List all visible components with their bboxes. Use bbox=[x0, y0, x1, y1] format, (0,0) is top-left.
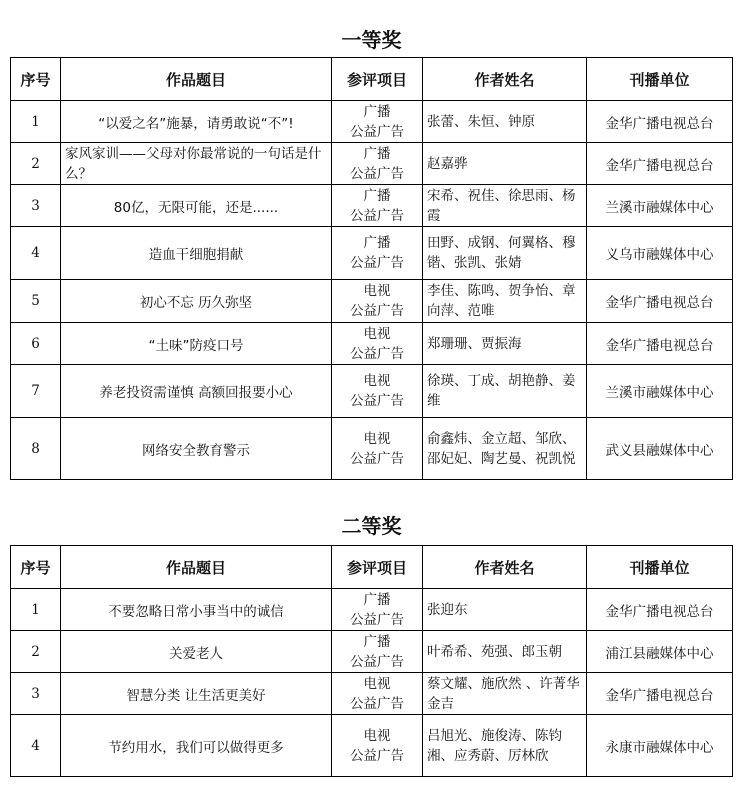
row-unit: 金华广播电视总台 bbox=[587, 280, 733, 323]
row-no: 6 bbox=[11, 323, 61, 365]
row-no: 1 bbox=[11, 589, 61, 631]
row-title: 造血干细胞捐献 bbox=[61, 227, 332, 280]
table-row bbox=[11, 365, 733, 418]
table-row bbox=[11, 715, 733, 777]
row-title: “土味”防疫口号 bbox=[61, 323, 332, 365]
table-row bbox=[11, 589, 733, 631]
row-title: 智慧分类 让生活更美好 bbox=[61, 673, 332, 715]
row-category: 广播 公益广告 bbox=[332, 227, 423, 280]
row-category: 电视 公益广告 bbox=[332, 280, 423, 323]
row-category: 电视 公益广告 bbox=[332, 418, 423, 480]
header-unit: 刊播单位 bbox=[587, 58, 733, 101]
header-title: 作品题目 bbox=[61, 546, 332, 589]
row-category: 广播 公益广告 bbox=[332, 185, 423, 227]
row-category: 电视 公益广告 bbox=[332, 323, 423, 365]
row-authors: 吕旭光、施俊涛、陈钧湘、应秀蔚、厉林欣 bbox=[423, 715, 587, 777]
row-no: 4 bbox=[11, 715, 61, 777]
header-row bbox=[11, 58, 733, 101]
row-title: 家风家训——父母对你最常说的一句话是什么？ bbox=[61, 143, 332, 185]
first-prize-title: 一等奖 bbox=[341, 28, 402, 52]
row-authors: 赵嘉骅 bbox=[423, 143, 587, 185]
row-title: 初心不忘 历久弥坚 bbox=[61, 280, 332, 323]
row-unit: 兰溪市融媒体中心 bbox=[587, 365, 733, 418]
row-authors: 张蕾、朱恒、钟原 bbox=[423, 101, 587, 143]
row-unit: 金华广播电视总台 bbox=[587, 143, 733, 185]
row-no: 5 bbox=[11, 280, 61, 323]
table-row bbox=[11, 631, 733, 673]
header-title: 作品题目 bbox=[61, 58, 332, 101]
row-no: 7 bbox=[11, 365, 61, 418]
row-unit: 金华广播电视总台 bbox=[587, 589, 733, 631]
header-authors: 作者姓名 bbox=[423, 546, 587, 589]
row-authors: 徐瑛、丁成、胡艳静、姜维 bbox=[423, 365, 587, 418]
header-category: 参评项目 bbox=[332, 546, 423, 589]
row-authors: 李佳、陈鸣、贺争怡、章向萍、范唯 bbox=[423, 280, 587, 323]
header-authors: 作者姓名 bbox=[423, 58, 587, 101]
row-unit: 金华广播电视总台 bbox=[587, 101, 733, 143]
table-row bbox=[11, 227, 733, 280]
table-row bbox=[11, 185, 733, 227]
first-prize-table bbox=[10, 57, 733, 480]
second-prize-table bbox=[10, 545, 733, 777]
row-no: 3 bbox=[11, 185, 61, 227]
row-unit: 浦江县融媒体中心 bbox=[587, 631, 733, 673]
row-category: 电视 公益广告 bbox=[332, 715, 423, 777]
row-title: 网络安全教育警示 bbox=[61, 418, 332, 480]
row-category: 电视 公益广告 bbox=[332, 365, 423, 418]
second-prize-title: 二等奖 bbox=[341, 514, 402, 538]
header-no: 序号 bbox=[11, 546, 61, 589]
row-no: 4 bbox=[11, 227, 61, 280]
row-title: 节约用水，我们可以做得更多 bbox=[61, 715, 332, 777]
row-authors: 蔡文耀、施欣然 、许菁华 金吉 bbox=[423, 673, 587, 715]
header-unit: 刊播单位 bbox=[587, 546, 733, 589]
table-row bbox=[11, 418, 733, 480]
row-category: 电视 公益广告 bbox=[332, 673, 423, 715]
table-row bbox=[11, 323, 733, 365]
row-unit: 金华广播电视总台 bbox=[587, 673, 733, 715]
row-authors: 郑珊珊、贾振海 bbox=[423, 323, 587, 365]
row-title: 80亿，无限可能，还是...... bbox=[61, 185, 332, 227]
row-no: 3 bbox=[11, 673, 61, 715]
row-unit: 兰溪市融媒体中心 bbox=[587, 185, 733, 227]
row-title: 不要忽略日常小事当中的诚信 bbox=[61, 589, 332, 631]
table-row bbox=[11, 673, 733, 715]
header-category: 参评项目 bbox=[332, 58, 423, 101]
row-authors: 田野、成钢、何翼格、穆锴、张凯、张婧 bbox=[423, 227, 587, 280]
row-title: 养老投资需谨慎 高额回报要小心 bbox=[61, 365, 332, 418]
row-no: 2 bbox=[11, 143, 61, 185]
table-row bbox=[11, 143, 733, 185]
row-authors: 宋希、祝佳、徐思雨、杨霞 bbox=[423, 185, 587, 227]
row-unit: 义乌市融媒体中心 bbox=[587, 227, 733, 280]
row-title: 关爱老人 bbox=[61, 631, 332, 673]
row-no: 1 bbox=[11, 101, 61, 143]
row-category: 广播 公益广告 bbox=[332, 631, 423, 673]
table-row bbox=[11, 101, 733, 143]
row-unit: 金华广播电视总台 bbox=[587, 323, 733, 365]
row-authors: 张迎东 bbox=[423, 589, 587, 631]
header-no: 序号 bbox=[11, 58, 61, 101]
row-category: 广播 公益广告 bbox=[332, 101, 423, 143]
row-unit: 永康市融媒体中心 bbox=[587, 715, 733, 777]
row-category: 广播 公益广告 bbox=[332, 143, 423, 185]
table-row bbox=[11, 280, 733, 323]
row-title: “以爱之名”施暴，请勇敢说“不”! bbox=[61, 101, 332, 143]
row-no: 2 bbox=[11, 631, 61, 673]
row-category: 广播 公益广告 bbox=[332, 589, 423, 631]
row-no: 8 bbox=[11, 418, 61, 480]
row-authors: 俞鑫炜、金立超、邹欣、邵妃妃、陶艺曼、祝凯悦 bbox=[423, 418, 587, 480]
row-authors: 叶希希、苑强、郎玉朝 bbox=[423, 631, 587, 673]
row-unit: 武义县融媒体中心 bbox=[587, 418, 733, 480]
header-row bbox=[11, 546, 733, 589]
